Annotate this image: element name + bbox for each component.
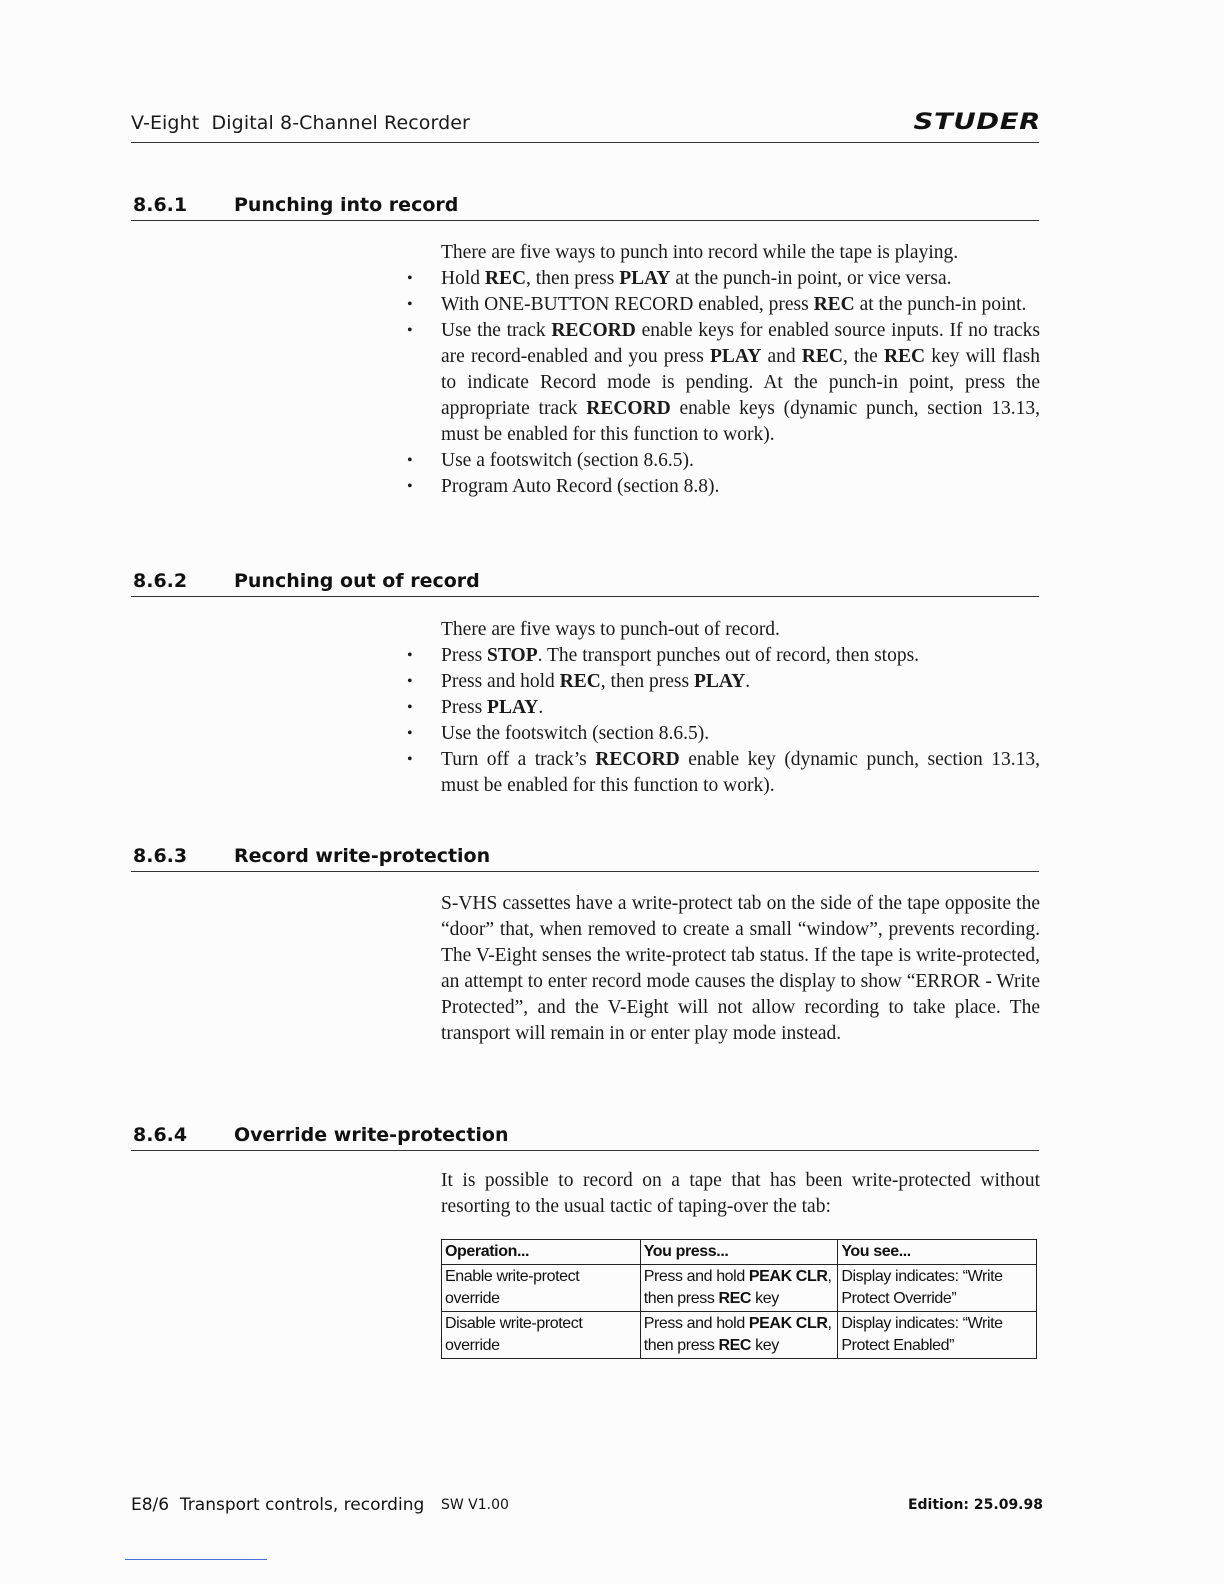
section-body-8-6-1 bbox=[441, 240, 1040, 500]
key-name: RECORD bbox=[551, 320, 636, 341]
list-item: • Program Auto Record (section 8.8). bbox=[441, 474, 1040, 500]
section-heading-8-6-4 bbox=[131, 1124, 1039, 1151]
list-item: • Hold REC, then press PLAY at the punch-in point, or vice versa. bbox=[441, 266, 1040, 292]
table-row bbox=[442, 1312, 1037, 1359]
table-row bbox=[442, 1265, 1037, 1312]
press-cell: Press and hold PEAK CLR, then press REC key bbox=[640, 1312, 838, 1359]
section-paragraph: S-VHS cassettes have a write-protect tab on the side of the tape opposite the “door” that, when removed to create a small “window”, prevents recording. The V-Eight senses the write-protect tab status. If the tape is write-protected, an attempt to enter record mode causes the display to show “ERROR - Write Protected”, and the V-Eight will not allow recording to take place. The transport will remain in or enter play mode instead. bbox=[441, 893, 1040, 1044]
key-name: PEAK CLR bbox=[748, 1268, 828, 1285]
section-paragraph: It is possible to record on a tape that has been write-protected without resorting to the usual tactic of taping-over the tab: bbox=[441, 1170, 1040, 1217]
write-protect-table bbox=[441, 1239, 1037, 1359]
section-heading-8-6-1 bbox=[131, 194, 1039, 221]
document-title: V-Eight Digital 8-Channel Recorder bbox=[131, 112, 470, 134]
section-title: Punching into record bbox=[234, 194, 459, 216]
bullet-list bbox=[441, 643, 1040, 799]
section-number: 8.6.3 bbox=[133, 845, 188, 867]
column-header: You see... bbox=[838, 1240, 1037, 1265]
key-name: RECORD bbox=[586, 398, 671, 419]
key-name: REC bbox=[718, 1290, 752, 1307]
section-number: 8.6.1 bbox=[133, 194, 188, 216]
operation-cell: Enable write-protect override bbox=[442, 1265, 641, 1312]
page-footer bbox=[131, 1495, 1043, 1519]
key-name: RECORD bbox=[595, 749, 680, 770]
list-item: • Press PLAY. bbox=[441, 695, 1040, 721]
section-number: 8.6.2 bbox=[133, 570, 188, 592]
section-body-8-6-4 bbox=[441, 1168, 1040, 1220]
key-name: REC bbox=[559, 671, 601, 692]
key-name: PLAY bbox=[710, 346, 762, 367]
bullet-list bbox=[441, 266, 1040, 500]
list-item: • Use the track RECORD enable keys for enabled source inputs. If no tracks are record-enabled and you press PLAY and REC, the REC key will flash to indicate Record mode is pending. At the punch-in point, press the appropriate track RECORD enable keys (dynamic punch, section 13.13, must be enabled for this function to work). bbox=[441, 318, 1040, 448]
key-name: REC bbox=[813, 294, 855, 315]
press-cell: Press and hold PEAK CLR, then press REC key bbox=[640, 1265, 838, 1312]
key-name: REC bbox=[484, 268, 527, 289]
page-header bbox=[131, 110, 1039, 143]
footer-chapter: E8/6 Transport controls, recording bbox=[131, 1495, 425, 1515]
footer-edition: Edition: 25.09.98 bbox=[907, 1497, 1043, 1513]
list-item: • Press and hold REC, then press PLAY. bbox=[441, 669, 1040, 695]
column-header: You press... bbox=[640, 1240, 838, 1265]
footnote-rule bbox=[125, 1559, 267, 1560]
section-title: Punching out of record bbox=[234, 570, 480, 592]
section-title: Record write-protection bbox=[234, 845, 491, 867]
key-name: PLAY bbox=[693, 671, 746, 692]
section-intro: There are five ways to punch into record while the tape is playing. bbox=[441, 242, 959, 263]
key-name: REC bbox=[883, 346, 926, 367]
section-body-8-6-2 bbox=[441, 617, 1040, 799]
list-item: • With ONE-BUTTON RECORD enabled, press REC at the punch-in point. bbox=[441, 292, 1040, 318]
section-intro: There are five ways to punch-out of record. bbox=[441, 619, 780, 640]
key-name: STOP bbox=[487, 645, 538, 666]
see-cell: Display indicates: “Write Protect Override” bbox=[838, 1265, 1037, 1312]
see-cell: Display indicates: “Write Protect Enabled” bbox=[838, 1312, 1037, 1359]
section-heading-8-6-3 bbox=[131, 845, 1039, 872]
column-header: Operation... bbox=[442, 1240, 641, 1265]
list-item: • Use the footswitch (section 8.6.5). bbox=[441, 721, 1040, 747]
list-item: • Press STOP. The transport punches out of record, then stops. bbox=[441, 643, 1040, 669]
key-name: REC bbox=[801, 346, 843, 367]
key-name: PLAY bbox=[487, 697, 539, 718]
footer-software-version: SW V1.00 bbox=[441, 1497, 509, 1513]
key-name: PEAK CLR bbox=[748, 1315, 828, 1332]
operation-cell: Disable write-protect override bbox=[442, 1312, 641, 1359]
section-heading-8-6-2 bbox=[131, 570, 1039, 597]
brand-logo: STUDER bbox=[913, 110, 1041, 135]
list-item: • Turn off a track’s RECORD enable key (dynamic punch, section 13.13, must be enabled for this function to work). bbox=[441, 747, 1040, 799]
section-body-8-6-3 bbox=[441, 891, 1040, 1047]
list-item: • Use a footswitch (section 8.6.5). bbox=[441, 448, 1040, 474]
key-name: REC bbox=[718, 1337, 752, 1354]
table-header-row bbox=[442, 1240, 1037, 1265]
key-name: PLAY bbox=[619, 268, 671, 289]
section-title: Override write-protection bbox=[234, 1124, 509, 1146]
section-number: 8.6.4 bbox=[133, 1124, 188, 1146]
